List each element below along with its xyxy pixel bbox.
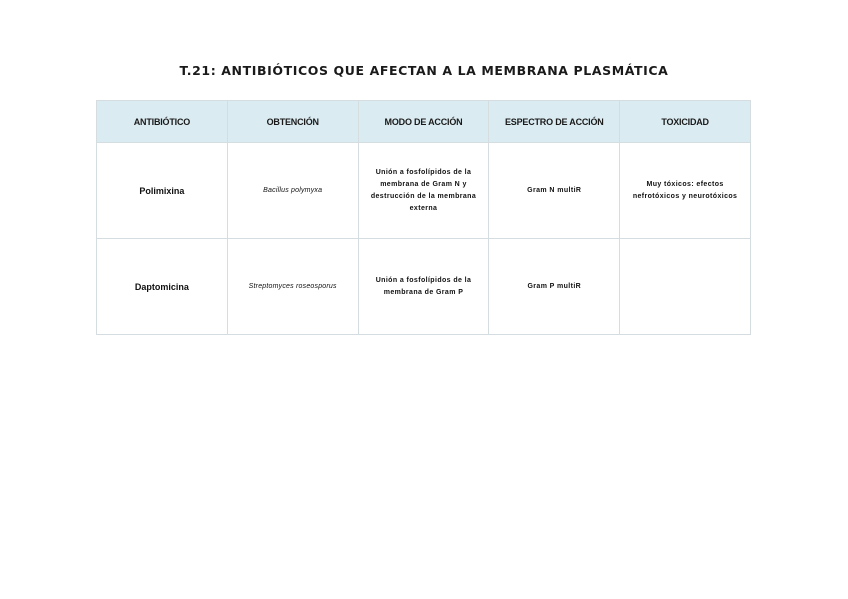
spectrum-cell: Gram N multiR [489,143,620,239]
table-row [97,239,751,335]
column-header-spectrum: ESPECTRO DE ACCIÓN [489,101,620,143]
column-header-source: OBTENCIÓN [227,101,358,143]
toxicity-cell [620,239,751,335]
page-title: T.21: ANTIBIÓTICOS QUE AFECTAN A LA MEMBRANA PLASMÁTICA [179,63,669,78]
mode-of-action-cell: Unión a fosfolípidos de la membrana de Gram N y destrucción de la membrana externa [358,143,489,239]
toxicity-cell: Muy tóxicos: efectos nefrotóxicos y neurotóxicos [620,143,751,239]
table-header-row [97,101,751,143]
table-row [97,143,751,239]
spectrum-cell: Gram P multiR [489,239,620,335]
column-header-toxicity: TOXICIDAD [620,101,751,143]
antibiotic-name-cell: Daptomicina [97,239,228,335]
column-header-antibiotic: ANTIBIÓTICO [97,101,228,143]
antibiotic-name-cell: Polimixina [97,143,228,239]
source-cell: Bacillus polymyxa [227,143,358,239]
source-cell: Streptomyces roseosporus [227,239,358,335]
mode-of-action-cell: Unión a fosfolípidos de la membrana de Gram P [358,239,489,335]
column-header-mode: MODO DE ACCIÓN [358,101,489,143]
antibiotics-table [96,100,751,335]
